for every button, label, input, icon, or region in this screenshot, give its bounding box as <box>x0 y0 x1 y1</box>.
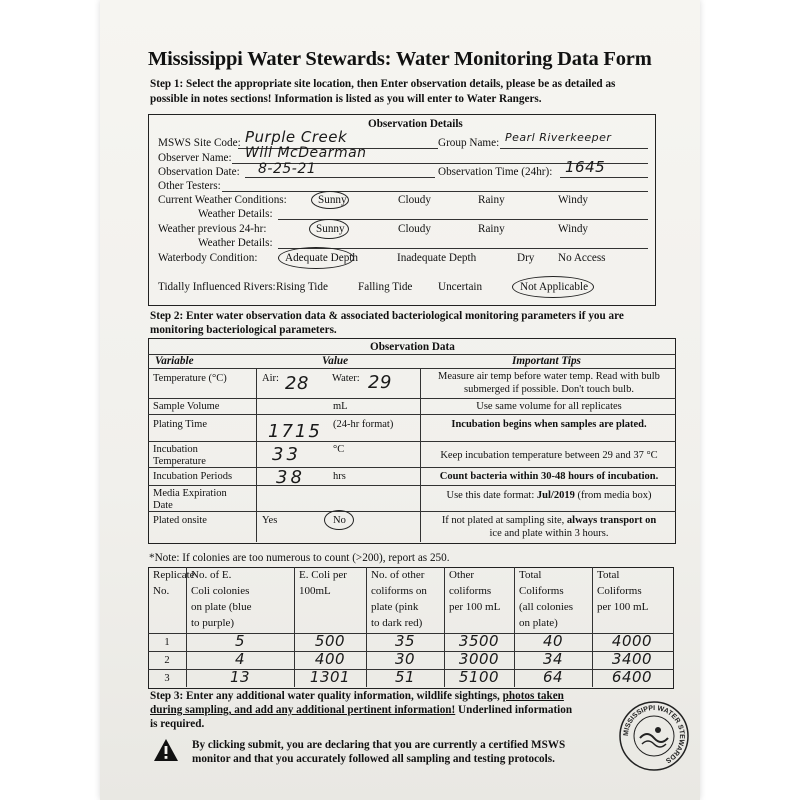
replicate-header-col5-line2: (all colonies <box>519 601 574 613</box>
var-sample-volume: Sample Volume <box>153 401 220 412</box>
site-code-value[interactable]: Purple Creek <box>245 128 348 146</box>
replicate-cell[interactable]: 6400 <box>611 668 653 686</box>
replicate-header-col1-line0: No. of E. <box>191 569 232 581</box>
waterbody-option-no-access[interactable]: No Access <box>558 252 606 264</box>
var-incubation-temp-1: Incubation <box>153 444 198 455</box>
weather-details-label: Weather Details: <box>198 208 273 220</box>
replicate-number: 3 <box>164 673 170 684</box>
air-label: Air: <box>262 373 279 384</box>
observer-name-label: Observer Name: <box>158 152 232 164</box>
step3-line2: during sampling, and add any additional pertinent information! Underlined information <box>150 704 573 716</box>
step2-line1: Step 2: Enter water observation data & associated bacteriological monitoring parameters if you are <box>150 310 624 322</box>
tip-plating-time: Incubation begins when samples are plated. <box>451 419 647 430</box>
weather-option-windy[interactable]: Windy <box>558 194 589 206</box>
svg-text:MISSISSIPPI WATER STEWARDS: MISSISSIPPI WATER STEWARDS <box>622 704 686 764</box>
waterbody-option-dry[interactable]: Dry <box>517 252 535 264</box>
tip-incubation-periods: Count bacteria within 30-48 hours of incubation. <box>439 471 659 482</box>
other-testers-label: Other Testers: <box>158 180 221 192</box>
observation-details-header: Observation Details <box>368 118 463 130</box>
tidal-selected-circle <box>512 276 594 298</box>
replicate-header-col0-line1: No. <box>153 585 170 597</box>
replicate-header-col5-line3: on plate) <box>519 617 558 629</box>
replicate-cell[interactable]: 51 <box>394 668 416 686</box>
waterbody-option-inadequate[interactable]: Inadequate Depth <box>397 252 477 264</box>
observer-name-value[interactable]: Will McDearman <box>245 145 367 161</box>
prev-weather-selected-circle <box>309 219 349 239</box>
current-weather-label: Current Weather Conditions: <box>158 194 287 206</box>
replicate-header-col3-line1: coliforms on <box>371 585 427 597</box>
replicate-header-col6-line2: per 100 mL <box>597 601 649 613</box>
current-weather-selected-circle <box>311 191 349 209</box>
form-title: Mississippi Water Stewards: Water Monitoring Data Form <box>148 48 652 70</box>
observation-time-value[interactable]: 1645 <box>565 158 606 176</box>
replicate-cell[interactable]: 64 <box>542 668 564 686</box>
replicate-cell[interactable]: 5100 <box>458 668 500 686</box>
var-incubation-temp-2: Temperature <box>153 456 206 467</box>
replicate-header-col5-line0: Total <box>519 569 542 581</box>
water-value[interactable]: 29 <box>368 372 392 393</box>
prev-weather-details-label: Weather Details: <box>198 237 273 249</box>
sample-volume-unit: mL <box>333 401 348 412</box>
col-value: Value <box>322 355 349 367</box>
replicate-cell[interactable]: 30 <box>394 650 416 668</box>
replicate-header-col4-line0: Other <box>449 569 475 581</box>
replicate-cell[interactable]: 400 <box>314 650 346 668</box>
var-incubation-periods: Incubation Periods <box>153 471 233 482</box>
tip-temperature-2: submerged if possible. Don't touch bulb. <box>464 384 634 395</box>
step1-line1: Step 1: Select the appropriate site location, then Enter observation details, please be as detailed as <box>150 78 616 90</box>
replicate-number: 1 <box>164 637 170 648</box>
var-plated-onsite: Plated onsite <box>153 515 207 526</box>
replicate-header-col4-line2: per 100 mL <box>449 601 501 613</box>
var-temperature: Temperature (°C) <box>153 373 227 384</box>
replicate-cell[interactable]: 13 <box>229 668 251 686</box>
observation-date-label: Observation Date: <box>158 166 240 178</box>
replicate-cell[interactable]: 4 <box>234 650 246 668</box>
replicate-cell[interactable]: 3400 <box>611 650 653 668</box>
tidal-option-not-applicable[interactable]: Not Applicable <box>520 281 589 293</box>
weather-option-cloudy[interactable]: Cloudy <box>398 194 431 206</box>
var-media-expiration-1: Media Expiration <box>153 488 227 499</box>
replicate-header-col3-line2: plate (pink <box>371 601 419 613</box>
incubation-temp-value[interactable]: 33 <box>272 444 301 465</box>
var-plating-time: Plating Time <box>153 419 207 430</box>
tidal-label: Tidally Influenced Rivers: <box>158 281 276 293</box>
step3-line1: Step 3: Enter any additional water quality information, wildlife sightings, photos taken <box>150 690 564 702</box>
replicate-header-col6-line1: Coliforms <box>597 585 642 597</box>
tip-plated-onsite-1: If not plated at sampling site, always transport on <box>441 515 657 526</box>
note-text: *Note: If colonies are too numerous to count (>200), report as 250. <box>149 552 450 564</box>
plated-onsite-selected-circle <box>324 510 354 530</box>
previous-weather-label: Weather previous 24-hr: <box>158 223 267 235</box>
incubation-period-value[interactable]: 38 <box>276 467 305 488</box>
air-value[interactable]: 28 <box>285 373 309 394</box>
plating-time-value[interactable]: 1715 <box>268 421 322 442</box>
replicate-cell[interactable]: 4000 <box>611 632 653 650</box>
replicate-header-col1-line1: Coli colonies <box>191 585 250 597</box>
plated-onsite-no[interactable]: No <box>333 515 346 526</box>
col-variable: Variable <box>155 355 194 367</box>
replicate-number: 2 <box>164 655 170 666</box>
replicate-header-col5-line1: Coliforms <box>519 585 564 597</box>
replicate-cell[interactable]: 3000 <box>458 650 500 668</box>
tip-media-expiration: Use this date format: Jul/2019 (from media box) <box>446 490 652 501</box>
tidal-option-falling[interactable]: Falling Tide <box>358 281 413 293</box>
step1-line2: possible in notes sections! Information is listed as you will enter to Water Rangers. <box>150 93 542 105</box>
replicate-header-col3-line3: to dark red) <box>371 617 423 629</box>
replicate-cell[interactable]: 1301 <box>309 668 351 686</box>
tidal-option-uncertain[interactable]: Uncertain <box>438 281 483 293</box>
col-tips: Important Tips <box>512 355 581 367</box>
tip-incubation-temp: Keep incubation temperature between 29 and 37 °C <box>440 450 658 461</box>
prev-weather-option-cloudy[interactable]: Cloudy <box>398 223 431 235</box>
replicate-cell[interactable]: 500 <box>314 632 346 650</box>
site-code-label: MSWS Site Code: <box>158 137 241 149</box>
prev-weather-option-windy[interactable]: Windy <box>558 223 589 235</box>
replicate-header-col4-line1: coliforms <box>449 585 492 597</box>
observation-date-value[interactable]: 8-25-21 <box>258 161 317 177</box>
prev-weather-option-sunny[interactable]: Sunny <box>316 223 345 235</box>
group-name-label: Group Name: <box>438 137 500 149</box>
waterbody-selected-circle <box>278 247 354 269</box>
disclaimer-line2: monitor and that you accurately followed all sampling and testing protocols. <box>192 753 555 765</box>
incubation-period-unit: hrs <box>333 471 346 482</box>
tip-plated-onsite-2: ice and plate within 3 hours. <box>489 528 609 539</box>
weather-option-sunny[interactable]: Sunny <box>318 194 347 206</box>
plating-time-unit: (24-hr format) <box>333 419 394 430</box>
tidal-option-rising[interactable]: Rising Tide <box>276 281 328 293</box>
warning-icon <box>153 738 179 762</box>
waterbody-option-adequate[interactable]: Adequate Depth <box>285 252 359 264</box>
observation-data-header: Observation Data <box>370 341 455 353</box>
replicate-header-col1-line2: on plate (blue <box>191 601 252 613</box>
waterbody-condition-label: Waterbody Condition: <box>158 252 258 264</box>
replicate-cell[interactable]: 3500 <box>458 632 500 650</box>
group-name-value[interactable]: Pearl Riverkeeper <box>505 131 612 144</box>
tip-sample-volume: Use same volume for all replicates <box>476 401 622 412</box>
replicate-header-col1-line3: to purple) <box>191 617 235 629</box>
step3-line3: is required. <box>150 718 205 730</box>
replicate-cell[interactable]: 35 <box>394 632 416 650</box>
plated-onsite-yes[interactable]: Yes <box>262 515 278 526</box>
replicate-header-col2-line0: E. Coli per <box>299 569 347 581</box>
step2-line2: monitoring bacteriological parameters. <box>150 324 337 336</box>
disclaimer-line1: By clicking submit, you are declaring that you are currently a certified MSWS <box>192 739 566 751</box>
var-media-expiration-2: Date <box>153 500 173 511</box>
replicate-header-col6-line0: Total <box>597 569 620 581</box>
weather-option-rainy[interactable]: Rainy <box>478 194 505 206</box>
replicate-cell[interactable]: 40 <box>542 632 564 650</box>
prev-weather-option-rainy[interactable]: Rainy <box>478 223 505 235</box>
replicate-header-col3-line0: No. of other <box>371 569 425 581</box>
tip-temperature-1: Measure air temp before water temp. Read with bulb <box>438 371 660 382</box>
incubation-temp-unit: °C <box>333 444 345 455</box>
mswss-seal-logo <box>618 700 690 772</box>
replicate-cell[interactable]: 34 <box>542 650 564 668</box>
water-label: Water: <box>332 373 360 384</box>
observation-time-label: Observation Time (24hr): <box>438 166 553 178</box>
replicate-header-col0-line0: Replicate <box>153 569 195 581</box>
replicate-cell[interactable]: 5 <box>234 632 246 650</box>
replicate-header-col2-line1: 100mL <box>299 585 331 597</box>
